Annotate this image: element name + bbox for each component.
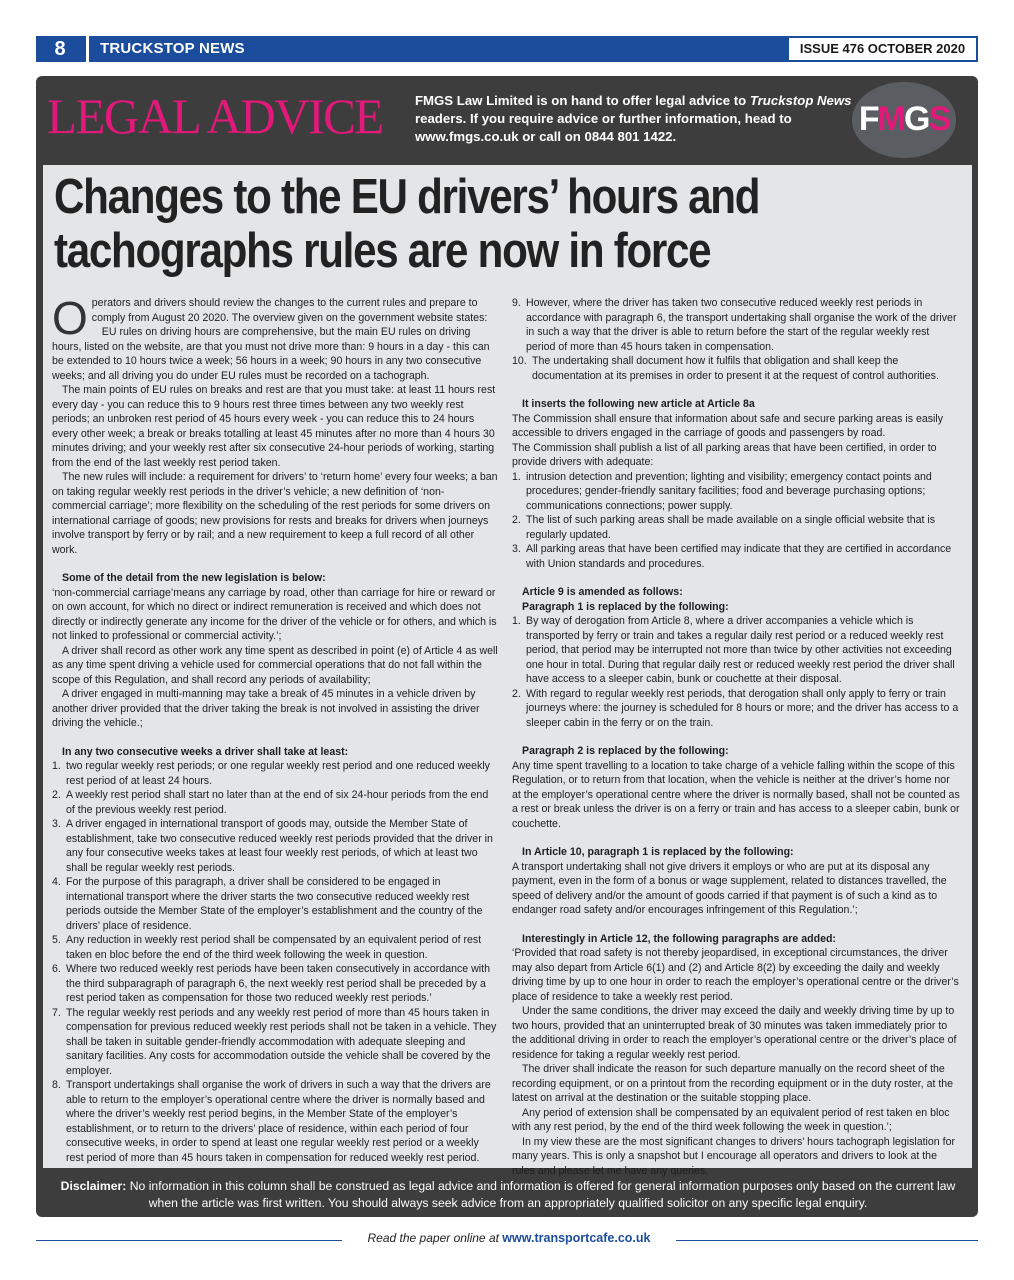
paragraph: A driver engaged in multi-manning may take a break of 45 minutes in a vehicle driven by another driver provided that the driver taking the break is not involved in assisting the driver driving the vehicle.;	[52, 688, 480, 729]
list-item: 5. Any reduction in weekly rest period shall be compensated by an equivalent period of rest taken en bloc before the end of the third week following the week in question.	[52, 934, 482, 961]
issue-label: ISSUE 476 OCTOBER 2020	[789, 38, 976, 60]
subheading: It inserts the following new article at Article 8a	[522, 398, 755, 410]
left-column	[52, 292, 498, 1165]
list-item: 2. The list of such parking areas shall be made available on a single official website that is regularly updated.	[512, 514, 936, 541]
list-item: 2. With regard to regular weekly rest periods, that derogation shall only apply to ferry or train journeys where: the journey is scheduled for 8 hours or more; and the driver has access to a sleeper cabin in the ferry or on the train.	[512, 687, 959, 729]
list-item: 3. A driver engaged in international transport of goods may, outside the Member State of establishment, take two consecutive reduced weekly rest periods provided that the driver in any four consecutive weeks takes at least four weekly rest periods, of which at least two shall be regular weekly rest periods.	[52, 818, 493, 874]
footer-link[interactable]: www.transportcafe.co.uk	[502, 1231, 651, 1245]
paragraph: In my view these are the most significant changes to drivers’ hours tachograph legislation for many years. This is only a snapshot but I encourage all operators and drivers to look at the rules and please let me have any queries.	[512, 1135, 955, 1177]
intro-publication: Truckstop News	[749, 93, 852, 108]
list-item: 3. All parking areas that have been certified may indicate that they are certified in accordance with Union standards and procedures.	[512, 543, 952, 570]
fmgs-logo	[852, 82, 956, 158]
subheading: Paragraph 2 is replaced by the following:	[522, 745, 729, 757]
subheading: Interestingly in Article 12, the following paragraphs are added:	[522, 932, 836, 945]
list-item: 6. Where two reduced weekly rest periods have been taken consecutively in accordance with the third subparagraph of paragraph 6, the next weekly rest period shall be preceded by a rest period taken as compensation for those two reduced weekly rest periods.’	[52, 963, 490, 1004]
numbered-list	[512, 614, 960, 730]
paragraph: ‘non-commercial carriage’means any carriage by road, other than carriage for hire or reward or on own account, for which no direct or indirect remuneration is received and which does not directly or indirectly generate any income for the driver of the vehicle or for others, and which is not linked to professional or commercial activity.’;	[52, 586, 497, 642]
intro-text-1: FMGS Law Limited is on hand to offer legal advice to	[415, 93, 750, 108]
header-divider	[86, 36, 89, 62]
disclaimer-text: No information in this column shall be construed as legal advice and information is offered for general information purposes only based on the current law when the article was first written. You should always seek advice from an appropriately qualified solicitor on any specific legal enquiry.	[126, 1179, 956, 1210]
subheading: Paragraph 1 is replaced by the following:	[522, 600, 729, 613]
headline	[54, 170, 828, 278]
numbered-list	[512, 470, 960, 572]
right-column	[512, 296, 960, 1178]
disclaimer-label: Disclaimer:	[60, 1179, 127, 1193]
paragraph: Any period of extension shall be compensated by an equivalent period of rest taken en bloc with any rest period, by the end of the third week following the week in question.’;	[512, 1106, 950, 1133]
paragraph: ‘Provided that road safety is not thereby jeopardised, in exceptional circumstances, the driver may also depart from Article 6(1) and (2) and Article 8(2) by exceeding the daily and weekly driving time by up to one hour in order to reach the employer’s operational centre or the driver’s place of residence to take a weekly rest period.	[512, 947, 959, 1003]
subheading: Article 9 is amended as follows:	[522, 586, 683, 598]
footer-rule-right	[676, 1240, 978, 1241]
svg-text:FMGS: FMGS	[858, 100, 950, 138]
page-number: 8	[36, 36, 84, 62]
publication-name: TRUCKSTOP NEWS	[100, 40, 245, 57]
list-item: 7. The regular weekly rest periods and any weekly rest period of more than 45 hours taken in compensation for previous reduced weekly rest periods shall not be taken in a vehicle. They shall be taken in suitable gender-friendly accommodation with adequate sleeping and sanitary facilities. Any costs for accommodation outside the vehicle shall be covered by the employer.	[52, 1006, 497, 1077]
subheading: Some of the detail from the new legislation is below:	[62, 572, 326, 584]
headline-line-1: Changes to the EU drivers’ hours and	[54, 170, 760, 224]
list-item: 4. For the purpose of this paragraph, a driver shall be considered to be engaged in international transport where the driver starts the two consecutive reduced weekly rest periods outside the Member State of the employer’s establishment and the country of the drivers’ place of residence.	[52, 876, 483, 932]
paragraph: EU rules on driving hours are comprehensive, but the main EU rules on driving hours, listed on the website, are that you must not drive more than: 9 hours in a day - this can be extended to 10 hours twice a week; 56 hours in a week; 90 hours in any two consecutive weeks; and all driving you do under EU rules must be recorded on a tachograph.	[52, 326, 490, 382]
lead-paragraph: perators and drivers should review the changes to the current rules and prepare to comply from August 20 2020. The overview given on the government website states:	[91, 297, 488, 324]
paragraph: A driver shall record as other work any time spent as described in point (e) of Article 4 as well as any time spent driving a vehicle used for commercial operations that do not fall within the scope of this Regulation, and shall record any periods of availability;	[52, 644, 498, 686]
subheading: In Article 10, paragraph 1 is replaced by the following:	[522, 846, 794, 858]
paragraph: The main points of EU rules on breaks and rest are that you must take: at least 11 hours rest every day - you can reduce this to 9 hours rest three times between any two weekly rest periods; an unbroken rest period of 45 hours every week - you can reduce this to 24 hours every other week; a break or breaks totalling at least 45 minutes after no more than 4 hours 30 minutes driving; and your weekly rest after six consecutive 24-hour periods of working, starting from the end of the last weekly rest period taken.	[52, 384, 496, 469]
numbered-list	[52, 759, 498, 1165]
numbered-list	[512, 296, 960, 383]
paragraph: Any time spent travelling to a location to take charge of a vehicle falling within the scope of this Regulation, or to return from that location, when the vehicle is neither at the driver’s home nor at the employer’s operational centre where the driver is normally based, shall not be counted as a rest or break unless the driver is on a ferry or train and has access to a sleeper cabin, bunk or couchette.	[512, 759, 960, 830]
paragraph: The Commission shall publish a list of all parking areas that have been certified, in order to provide drivers with adequate:	[512, 441, 937, 468]
paragraph: The new rules will include: a requirement for drivers’ to ‘return home’ every four weeks; a ban on taking regular weekly rest periods in the driver’s vehicle; a new definition of ‘non-commercial carriage’; more flexibility on the scheduling of the rest periods for some drivers on international carriage of goods; new provisions for rests and breaks for drivers when journeys involve transport by ferry or by rail; and a new requirement to keep a full record of all other work.	[52, 471, 498, 556]
list-item: 1. two regular weekly rest periods; or one regular weekly rest period and one reduced weekly rest period of at least 24 hours.	[52, 760, 490, 787]
section-title: LEGAL ADVICE	[47, 88, 383, 144]
list-item: 1. By way of derogation from Article 8, where a driver accompanies a vehicle which is transported by ferry or train and takes a regular daily rest period or a reduced weekly rest period, that period may be interrupted not more than twice by other activities not exceeding one hour in total. During that regular daily rest or reduced weekly rest period the driver shall have access to a sleeper cabin, bunk or couchette at their disposal.	[512, 615, 955, 685]
intro-text-2: readers. If you require advice or further information, head to www.fmgs.co.uk or call on 0844 801 1422.	[415, 111, 792, 144]
paragraph: The driver shall indicate the reason for such departure manually on the record sheet of the recording equipment, or on a printout from the recording equipment or in the duty roster, at the latest on arrival at the destination or the suitable stopping place.	[512, 1063, 954, 1104]
paragraph: Under the same conditions, the driver may exceed the daily and weekly driving time by up to two hours, provided that an uninterrupted break of 30 minutes was taken immediately prior to the additional driving in order to reach the employer’s operational centre or the driver’s place of residence for taking a regular weekly rest period.	[512, 1005, 957, 1061]
list-item: 9. However, where the driver has taken two consecutive reduced weekly rest periods in accordance with paragraph 6, the transport undertaking shall organise the work of the driver in such a way that the driver is able to return before the start of the regular weekly rest period of more than 45 hours taken in compensation.	[512, 297, 957, 353]
headline-line-2: tachographs rules are now in force	[54, 224, 711, 278]
list-item: 8. Transport undertakings shall organise the work of drivers in such a way that the drivers are able to return to the employer’s operational centre where the driver is normally based and where the driver’s weekly rest period begins, in the Member State of the employer’s establishment, or to return to the drivers’ place of residence, within each period of four consecutive weeks, in order to spend at least one regular weekly rest period or a weekly rest period of more than 45 hours taken in compensation for reduced weekly rest period.	[52, 1079, 491, 1164]
drop-cap: O	[52, 292, 88, 344]
paragraph: A transport undertaking shall not give drivers it employs or who are put at its disposal any payment, even in the form of a bonus or wage supplement, related to distances travelled, the speed of delivery and/or the amount of goods carried if that payment is of such a kind as to endanger road safety and/or encourages infringement of this Regulation.’;	[512, 860, 947, 916]
list-item: 1. intrusion detection and prevention; lighting and visibility; emergency contact points and procedures; gender-friendly sanitary facilities; food and beverage purchasing options; communications connections; power supply.	[512, 470, 932, 512]
subheading: In any two consecutive weeks a driver shall take at least:	[62, 745, 349, 758]
banner-intro	[415, 92, 855, 146]
footer	[342, 1231, 676, 1245]
paragraph: The Commission shall ensure that information about safe and secure parking areas is easily accessible to drivers engaged in the carriage of goods and passengers by road.	[512, 412, 944, 439]
list-item: 2. A weekly rest period shall start no later than at the end of six 24-hour periods from the end of the previous weekly rest period.	[52, 789, 489, 816]
disclaimer	[50, 1178, 966, 1212]
footer-rule-left	[36, 1240, 342, 1241]
list-item: 10. The undertaking shall document how it fulfils that obligation and shall keep the documentation at its premises in order to present it at the request of control authorities.	[512, 355, 939, 382]
footer-prefix: Read the paper online at	[367, 1231, 503, 1245]
